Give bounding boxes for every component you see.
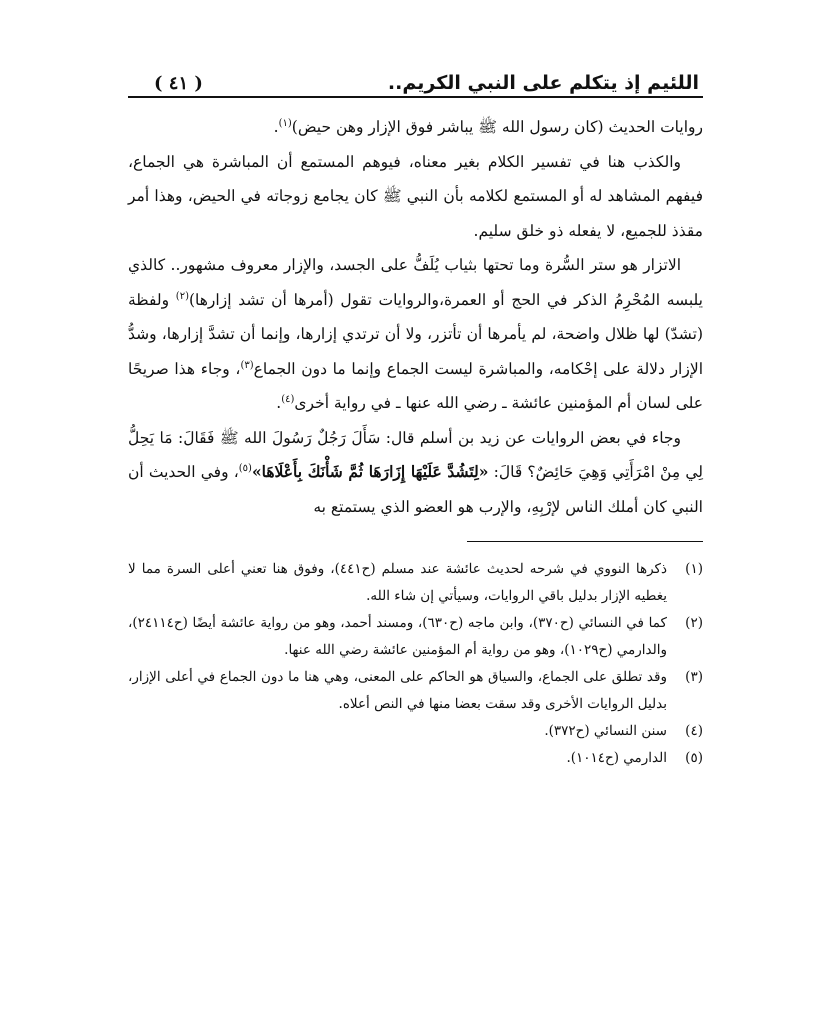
footnote	[128, 718, 703, 745]
footnote-divider-wrap	[128, 524, 703, 542]
footnote-ref[interactable]: (١)	[278, 117, 292, 129]
paragraph-text: ، وجاء هذا صريحًا على لسان أم المؤمنين عائشة ـ رضي الله عنها ـ في رواية أخرى	[128, 359, 703, 412]
paragraph	[128, 248, 703, 421]
paragraph-text: والكذب هنا في تفسير الكلام بغير معناه، فيوهم المستمع أن المباشرة هي الجماع، فيفهم المشاهد له أو المستمع لكلامه بأن النبي ﷺ كان يجامع زوجاته في الحيض، وهذا أمر مقذذ للجميع، لا يفعله ذو خلق سليم.	[128, 152, 703, 240]
paragraph-text: الاتزار هو ستر السُّرة وما تحتها بثياب يُلَفُّ على الجسد، والإزار معروف مشهور.. كالذي يلبسه المُحْرِمُ الذكر في الحج أو العمرة،والروايات تقول (أمرها أن تشد إزارها)	[128, 256, 703, 309]
footnotes	[128, 556, 703, 772]
paragraph	[128, 110, 703, 145]
footnote	[128, 745, 703, 772]
footnote-ref[interactable]: (٣)	[240, 359, 254, 371]
footnote	[128, 556, 703, 610]
paragraph-text: روايات الحديث (كان رسول الله ﷺ يباشر فوق الإزار وهن حيض)	[291, 118, 703, 136]
running-header	[128, 60, 703, 98]
footnote-text: وقد تطلق على الجماع، والسياق هو الحاكم على المعنى، وهي هنا ما دون الجماع في أعلى الإزار، بدليل الروايات الأخرى وقد سقت بعضا منها في النص أعلاه.	[128, 669, 667, 712]
paragraph	[128, 145, 703, 249]
body-text	[128, 110, 703, 524]
footnote-ref[interactable]: (٥)	[238, 462, 252, 474]
hadith-quote: «لِتَشُدَّ عَلَيْهَا إِزَارَهَا ثُمَّ شَأْنَكَ بِأَعْلَاهَا»	[251, 462, 489, 481]
footnote-ref[interactable]: (٢)	[175, 290, 189, 302]
footnote-number: (٥)	[685, 750, 703, 766]
paragraph-text: وجاء في بعض الروايات عن زيد بن أسلم قال: سَأَلَ رَجُلٌ رَسُولَ الله ﷺ فَقَالَ: مَا يَحِلُّ لِي مِنْ امْرَأَتِي وَهِيَ حَائِضٌ؟ قَالَ:	[128, 428, 703, 481]
footnote-text: كما في النسائي (ح٣٧٠)، وابن ماجه (ح٦٣٠)، ومسند أحمد، وهو من رواية عائشة أيضًا (ح٢٤١١٤)، والدارمي (ح١٠٢٩)، وهو من رواية أم المؤمنين عائشة رضي الله عنها.	[128, 615, 667, 658]
footnote-ref[interactable]: (٤)	[281, 393, 295, 405]
header-title: اللئيم إذ يتكلم على النبي الكريم..	[387, 72, 699, 94]
footnote	[128, 664, 703, 718]
paragraph-text: .	[273, 118, 279, 136]
footnote	[128, 610, 703, 664]
footnote-text: الدارمي (ح١٠١٤).	[566, 750, 667, 766]
footnote-text: ذكرها النووي في شرحه لحديث عائشة عند مسلم (ح٤٤١)، وفوق هنا تعني أعلى السرة مما لا يغطيه الإزار بدليل باقي الروايات، وسيأتي إن شاء الله.	[128, 561, 667, 604]
footnote-number: (٤)	[685, 723, 703, 739]
footnote-number: (٣)	[685, 669, 703, 685]
footnote-text: سنن النسائي (ح٣٧٢).	[544, 723, 667, 739]
footnote-divider	[467, 541, 703, 542]
footnote-number: (١)	[685, 561, 703, 577]
page-number: ( ٤١ )	[154, 73, 203, 94]
paragraph	[128, 421, 703, 525]
paragraph-text: ولفظة (تشدّ) لها ظلال واضحة، لم يأمرها أن تأتزر، ولا أن ترتدي إزارها، وإنما أن تشدَّ إزارها، وشدُّ الإزار دلالة على إحْكامه، والمباشرة ليست الجماع وإنما ما دون الجماع	[128, 290, 703, 378]
paragraph-text: ، وفي الحديث أن النبي كان أملك الناس لإرْبِهِ، والإرب هو العضو الذي يستمتع به	[128, 463, 703, 516]
document-page	[128, 60, 703, 772]
paragraph-text: .	[276, 394, 282, 412]
footnote-number: (٢)	[685, 615, 703, 631]
